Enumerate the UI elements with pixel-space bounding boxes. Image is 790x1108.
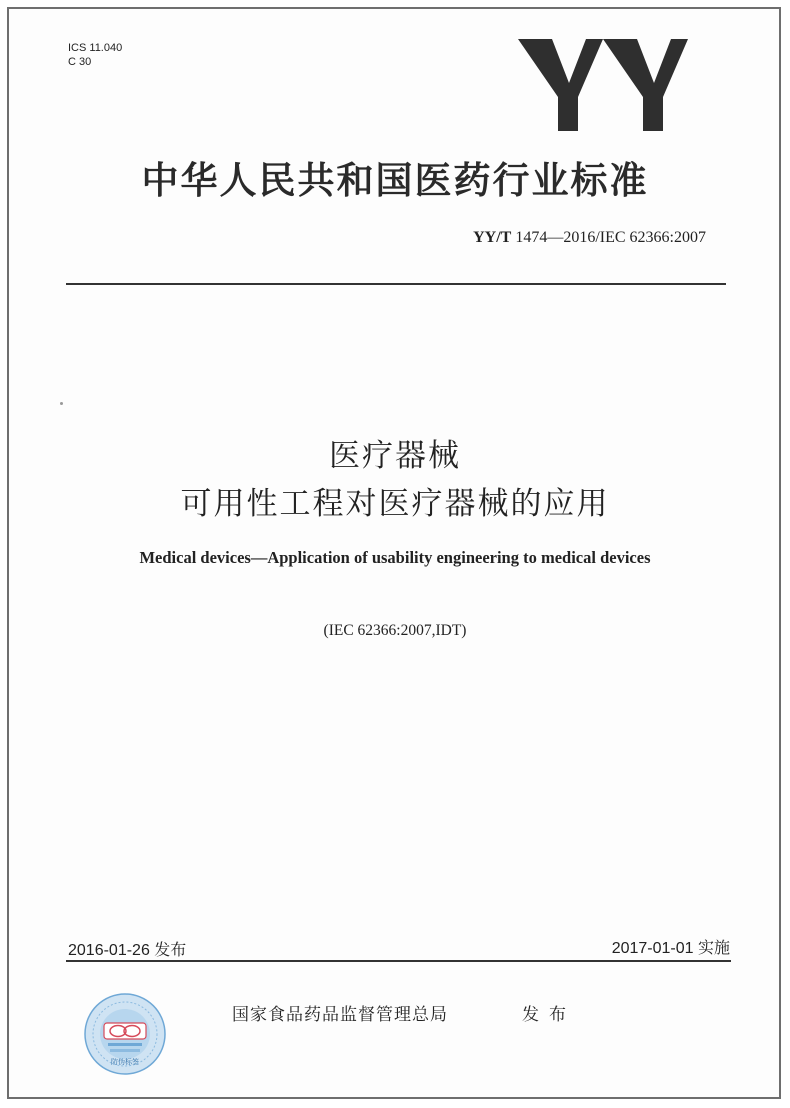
title-cn-line1: 医疗器械 bbox=[329, 438, 461, 474]
issue-date: 2016-01-26 发布 bbox=[68, 942, 187, 959]
scan-speck bbox=[60, 402, 63, 405]
seal-caption: 防伪标签 bbox=[111, 1058, 139, 1066]
title-en: Medical devices—Application of usability engineering to medical devices bbox=[139, 548, 651, 567]
standard-number-rest: 1474—2016/IEC 62366:2007 bbox=[515, 229, 706, 246]
equivalence-note: (IEC 62366:2007,IDT) bbox=[323, 622, 467, 639]
standard-number bbox=[473, 229, 706, 247]
ccs-code: C 30 bbox=[68, 56, 92, 68]
issue-label: 发布 bbox=[522, 1005, 576, 1025]
ics-code: ICS 11.040 bbox=[68, 42, 123, 54]
standard-type-heading: 中华人民共和国医药行业标准 bbox=[141, 159, 649, 202]
anti-counterfeit-seal bbox=[84, 993, 166, 1075]
footer-divider bbox=[66, 960, 731, 962]
implementation-date: 2017-01-01 实施 bbox=[611, 940, 730, 957]
classification-codes bbox=[68, 41, 122, 69]
yy-logo-letter-2 bbox=[603, 39, 688, 131]
title-cn-line2: 可用性工程对医疗器械的应用 bbox=[180, 486, 610, 522]
yy-logo bbox=[518, 39, 688, 131]
issuing-authority: 国家食品药品监督管理总局 bbox=[232, 1005, 448, 1025]
yy-logo-letter-1 bbox=[518, 39, 603, 131]
standard-number-prefix: YY/T bbox=[473, 229, 512, 246]
header-divider bbox=[66, 283, 726, 285]
